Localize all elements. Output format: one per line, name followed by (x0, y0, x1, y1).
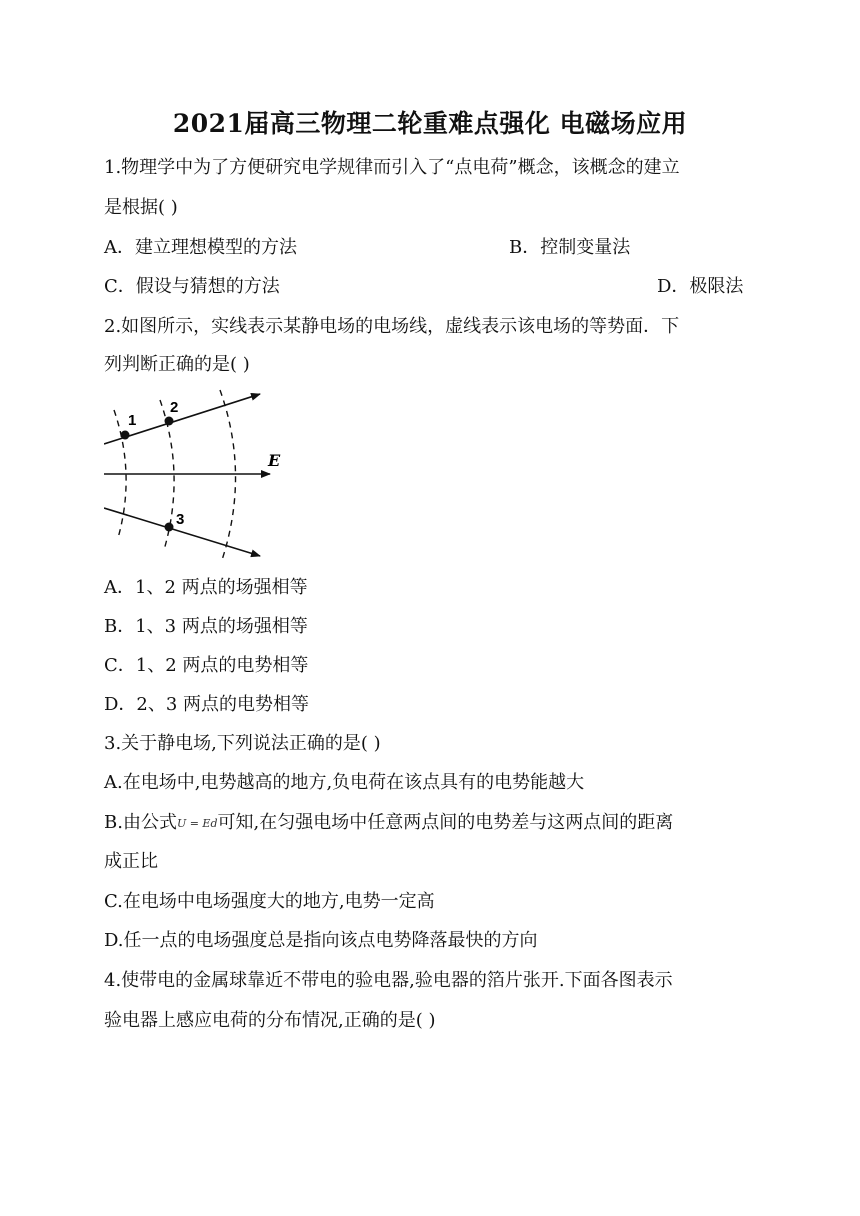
q2-option-c: C．1、2 两点的电势相等 (104, 655, 309, 676)
q3-option-b (104, 811, 673, 836)
point-1-label: 1 (128, 412, 137, 429)
point-2 (165, 417, 174, 426)
electric-field-figure (104, 388, 284, 562)
q1-option-a: A．建立理想模型的方法 (104, 237, 297, 258)
q3-option-b-suffix: 可知,在匀强电场中任意两点间的电势差与这两点间的距离 (217, 812, 674, 833)
formula-u-ed: U = Ed (176, 817, 218, 830)
q2-stem-line2: 列判断正确的是( ) (104, 354, 250, 375)
q1-option-d: D．极限法 (657, 276, 744, 297)
point-1 (121, 431, 130, 440)
q1-option-b: B．控制变量法 (509, 237, 631, 258)
point-3-label: 3 (176, 511, 185, 528)
q4-stem-line2: 验电器上感应电荷的分布情况,正确的是( ) (104, 1010, 436, 1031)
q2-stem-line1: 2.如图所示，实线表示某静电场的电场线，虚线表示该电场的等势面．下 (104, 316, 680, 337)
q3-option-d: D.任一点的电场强度总是指向该点电势降落最快的方向 (104, 930, 538, 951)
point-3 (165, 523, 174, 532)
q3-option-b-prefix: B.由公式 (104, 812, 177, 833)
field-e-label: E (268, 451, 281, 470)
q1-options-row2 (104, 275, 754, 299)
q2-option-a: A．1、2 两点的场强相等 (104, 577, 308, 598)
q2-option-b: B．1、3 两点的场强相等 (104, 616, 308, 637)
q3-option-b-line2: 成正比 (104, 851, 158, 872)
q3-option-c: C.在电场中电场强度大的地方,电势一定高 (104, 891, 435, 912)
q1-stem-line1: 1.物理学中为了方便研究电学规律而引入了“点电荷”概念，该概念的建立 (104, 157, 680, 178)
q2-option-d: D．2、3 两点的电势相等 (104, 694, 310, 715)
q3-stem: 3.关于静电场,下列说法正确的是( ) (104, 733, 381, 754)
q1-option-c: C．假设与猜想的方法 (104, 276, 280, 297)
q3-option-a: A.在电场中,电势越高的地方,负电荷在该点具有的电势能越大 (104, 772, 585, 793)
document-title: 2021届高三物理二轮重难点强化 电磁场应用 (172, 109, 688, 138)
q1-options-row1 (104, 236, 754, 260)
q4-stem-line1: 4.使带电的金属球靠近不带电的验电器,验电器的箔片张开.下面各图表示 (104, 970, 673, 991)
equipotential-line-3 (220, 390, 236, 560)
q1-stem-line2: 是根据( ) (104, 197, 178, 218)
point-2-label: 2 (170, 399, 179, 416)
